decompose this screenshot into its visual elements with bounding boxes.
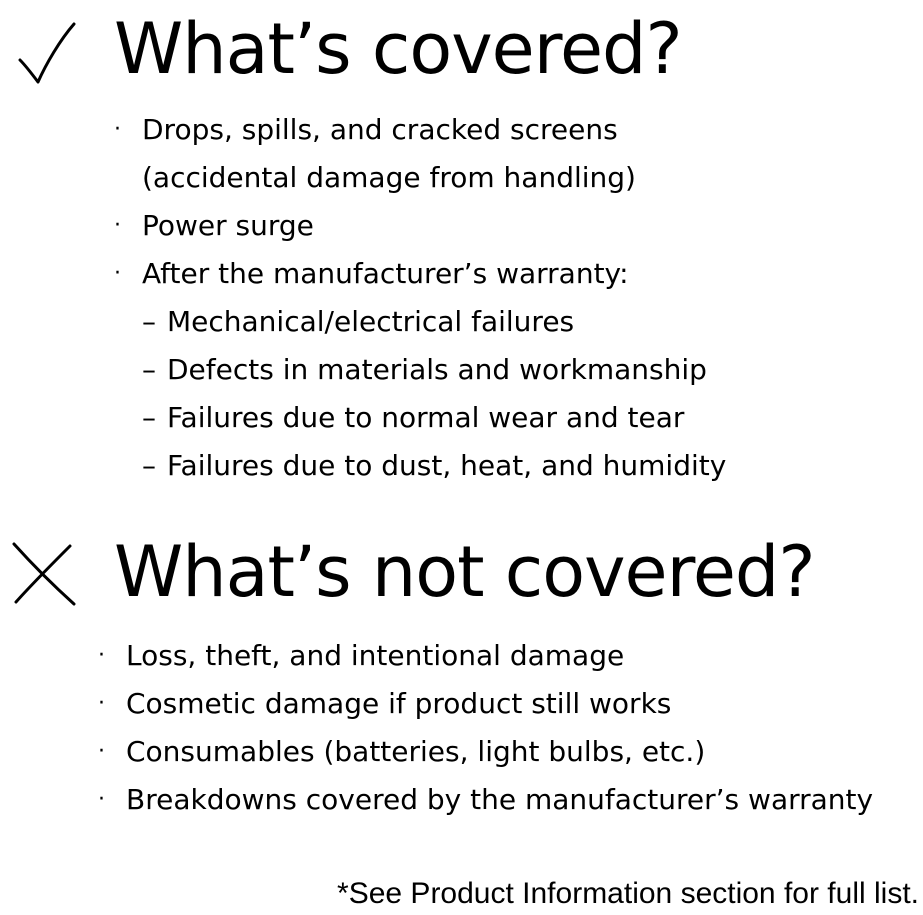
list-item-label: (accidental damage from handling) [142,161,636,194]
checkmark-icon [16,20,78,84]
x-mark-icon [8,540,80,608]
not-covered-heading: What’s not covered? [114,531,815,613]
footnote: *See Product Information section for full list. [337,877,919,910]
dash-icon: – [142,305,156,338]
list-item-label: Breakdowns covered by the manufacturer’s warranty [126,783,874,816]
bullet-icon: · [114,261,121,286]
bullet-icon: · [114,117,121,142]
list-item-label: Failures due to normal wear and tear [167,401,685,434]
bullet-icon: · [98,643,105,668]
list-item-label: Cosmetic damage if product still works [126,687,672,720]
list-item-label: Power surge [142,209,314,242]
list-item-label: After the manufacturer’s warranty: [142,257,629,290]
covered-heading: What’s covered? [114,8,682,90]
bullet-icon: · [98,691,105,716]
list-item-label: Failures due to dust, heat, and humidity [167,449,727,482]
list-item-label: Mechanical/electrical failures [167,305,575,338]
bullet-icon: · [114,213,121,238]
dash-icon: – [142,353,156,386]
list-item-label: Loss, theft, and intentional damage [126,639,625,672]
list-item-label: Drops, spills, and cracked screens [142,113,618,146]
list-item-label: Defects in materials and workmanship [167,353,707,386]
dash-icon: – [142,449,156,482]
dash-icon: – [142,401,156,434]
list-item-label: Consumables (batteries, light bulbs, etc.) [126,735,706,768]
bullet-icon: · [98,787,105,812]
bullet-icon: · [98,739,105,764]
